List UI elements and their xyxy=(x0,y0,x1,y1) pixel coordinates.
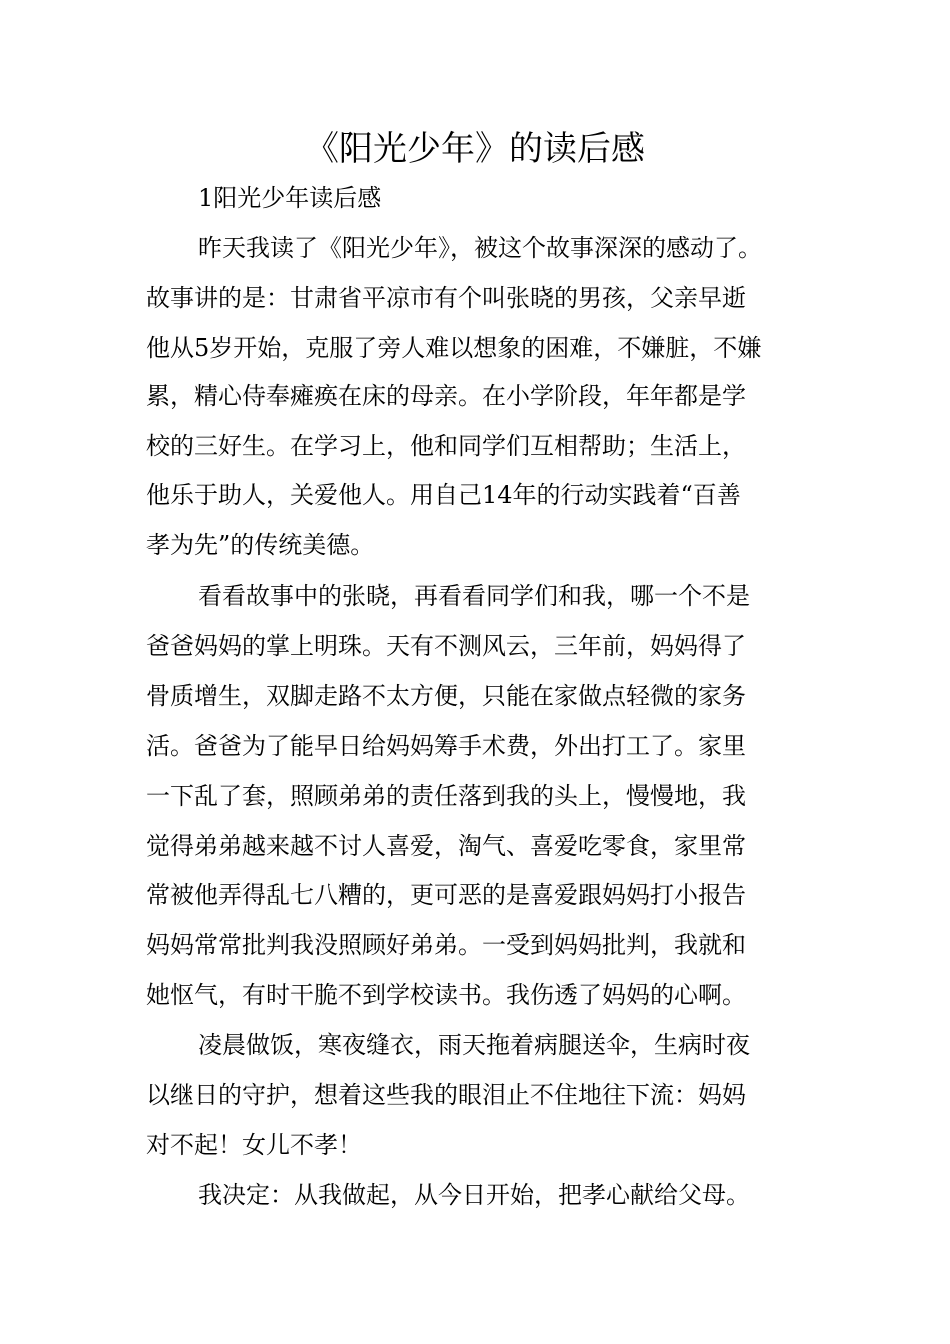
paragraph-line: 我决定：从我做起，从今日开始，把孝心献给父母。 xyxy=(198,1181,750,1209)
paragraph-line: 妈妈常常批判我没照顾好弟弟。一受到妈妈批判，我就和 xyxy=(146,931,746,959)
paragraph-line: 孝为先”的传统美德。 xyxy=(146,531,375,559)
paragraph-line: 故事讲的是：甘肃省平凉市有个叫张晓的男孩，父亲早逝 xyxy=(146,284,746,312)
paragraph-line: 她怄气，有时干脆不到学校读书。我伤透了妈妈的心啊。 xyxy=(146,981,746,1009)
paragraph-line: 累，精心侍奉瘫痪在床的母亲。在小学阶段，年年都是学 xyxy=(146,382,746,410)
paragraph-line: 一下乱了套，照顾弟弟的责任落到我的头上，慢慢地，我 xyxy=(146,782,746,810)
paragraph-line: 觉得弟弟越来越不讨人喜爱，淘气、喜爱吃零食，家里常 xyxy=(146,832,746,860)
paragraph-line: 昨天我读了《阳光少年》，被这个故事深深的感动了。 xyxy=(198,234,762,262)
paragraph-line: 看看故事中的张晓，再看看同学们和我，哪一个不是 xyxy=(198,582,750,610)
paragraph-line: 他从5岁开始，克服了旁人难以想象的困难，不嫌脏，不嫌 xyxy=(146,334,762,362)
paragraph-line: 活。爸爸为了能早日给妈妈筹手术费，外出打工了。家里 xyxy=(146,732,746,760)
paragraph-line: 凌晨做饭，寒夜缝衣，雨天拖着病腿送伞，生病时夜 xyxy=(198,1031,750,1059)
paragraph-line: 以继日的守护，想着这些我的眼泪止不住地往下流：妈妈 xyxy=(146,1081,746,1109)
paragraph-line: 对不起！女儿不孝！ xyxy=(146,1131,362,1159)
section-heading: 1阳光少年读后感 xyxy=(198,184,382,212)
paragraph-line: 爸爸妈妈的掌上明珠。天有不测风云，三年前，妈妈得了 xyxy=(146,632,746,660)
paragraph-line: 常被他弄得乱七八糟的，更可恶的是喜爱跟妈妈打小报告 xyxy=(146,881,746,909)
page-title: 《阳光少年》的读后感 xyxy=(305,129,645,169)
paragraph-line: 校的三好生。在学习上，他和同学们互相帮助；生活上， xyxy=(146,432,746,460)
paragraph-line: 他乐于助人，关爱他人。用自己14年的行动实践着“百善 xyxy=(146,481,741,509)
paragraph-line: 骨质增生，双脚走路不太方便，只能在家做点轻微的家务 xyxy=(146,682,746,710)
